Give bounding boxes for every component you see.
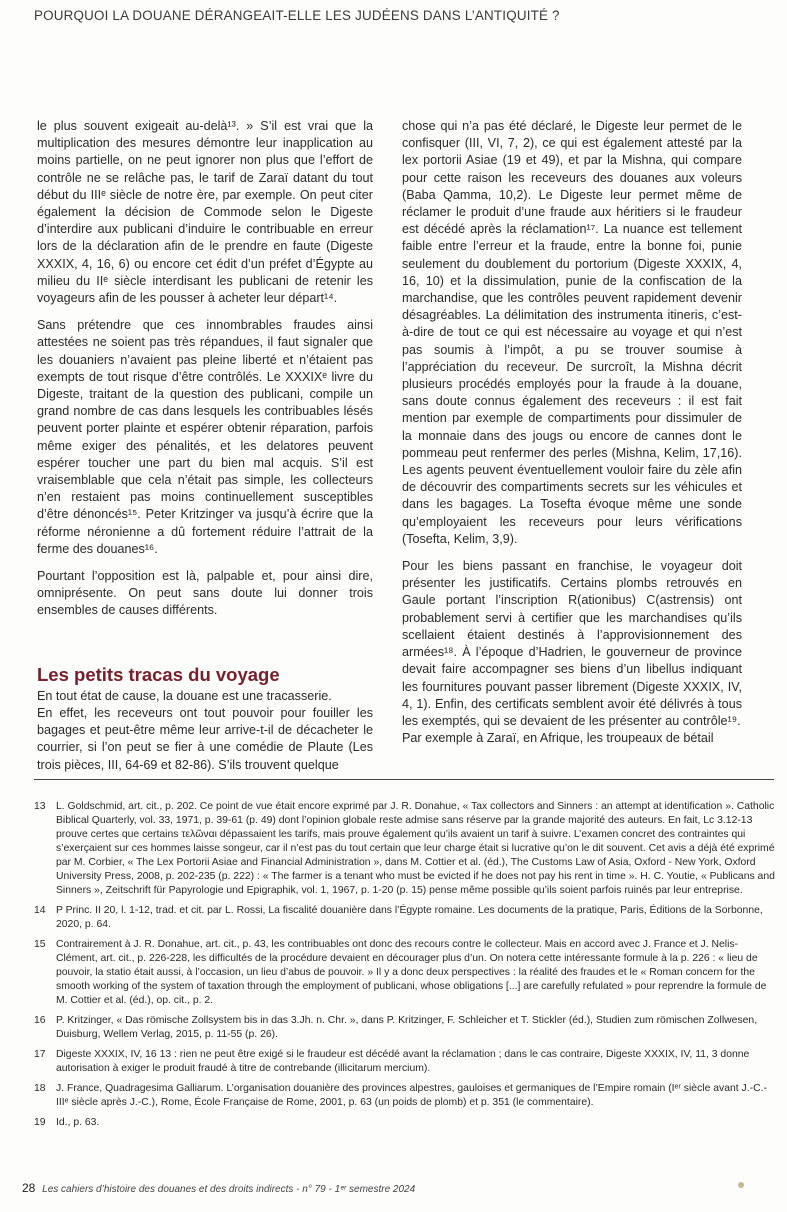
footnote bbox=[34, 1082, 779, 1110]
page-footer bbox=[22, 1181, 415, 1195]
body-paragraph: Sans prétendre que ces innombrables fraudes ainsi attestées ne soient pas très répandues, il faut signaler que les douaniers n’avaient pas pleine liberté et n’étaient pas exempts de tout risque d’être contrôlés. Le XXXIXᵉ livre du Digeste, traitant de la question des publicani, compile un grand nombre de cas dans lesquels les contribuables lésés peuvent porter plainte et espérer obtenir réparation, parfois même exiger des pénalités, et les delatores peuvent espérer toucher une part du bien mal acquis. S’il est vraisemblable que cela n’était pas simple, les collecteurs n’en restaient pas moins continuellement susceptibles d’être dénoncés¹⁵. Peter Kritzinger va jusqu’à écrire que la réforme néronienne a dû fortement réduire l’attrait de la ferme des douanes¹⁶. bbox=[37, 318, 373, 556]
footnote bbox=[34, 904, 779, 932]
body-paragraph: chose qui n’a pas été déclaré, le Digeste leur permet de le confisquer (III, VI, 7, 2), ce qui est également attesté par la lex portorii Asiae (19 et 49), et par la Mishna, qui compare pour cette raison les receveurs des douanes aux voleurs (Baba Qamma, 10,2). Le Digeste leur permet même de réclamer le produit d’une fraude aux héritiers si le fraudeur est décédé après la réclamation¹⁷. La nuance est tellement faible entre l’erreur et la fraude, entre la bonne foi, punie seulement du doublement du portorium (Digeste XXXIX, 4, 16, 10) et la dissimulation, punie de la confiscation de la marchandise, que les contrôles peuvent rapidement devenir désagréables. La délimitation des instrumenta itineris, c’est-à-dire de tout ce qui est nécessaire au voyage et qui n’est pas soumis à l’impôt, a pu se trouver soumise à l’appréciation du receveur. De surcroît, la Mishna décrit plusieurs procédés employés pour la fraude à la douane, sans doute connus également des receveurs : il est fait mention par exemple de compartiments pour dissimuler de la monnaie dans des jougs ou encore de cannes dont le pommeau peut renfermer des perles (Mishna, Kelim, 17,16). Les agents peuvent éventuellement vouloir faire du zèle afin de découvrir des compartiments secrets sur les véhicules et dans les bagages. La Tosefta évoque même une sonde qu’employaient les receveurs pour leurs vérifications (Tosefta, Kelim, 3,9). bbox=[402, 119, 742, 546]
footnote-text: L. Goldschmid, art. cit., p. 202. Ce point de vue était encore exprimé par J. R. Donahue, « Tax collectors and Sinners : an attempt at identification ». Catholic Biblical Quarterly, vol. 33, 1971, p. 39-61 (p. 49) dont l’opinion globale reste admise sans réserve par la grande majorité des auteurs. En fait, Lc 3.12-13 prouve certes que certains τελῶναι dépassaient les tarifs, mais prouve également qu’ils avaient un tarif à suivre. L’examen concret des contraintes qui s’exerçaient sur ces hommes laisse songeur, car il n’est pas du tout certain que leur charge était si lucrative qu’on le dit souvent. Cet avis a déjà été exprimé par M. Corbier, « The Lex Portorii Asiae and Financial Administration », dans M. Cottier et al. (éd.), The Customs Law of Asia, Oxford - New York, Oxford University Press, 2008, p. 202-235 (p. 222) : « The farmer is a tenant who must be evicted if he does not pay his rent in time ». H. C. Youtie, « Publicans and Sinners », Zeitschrift für Papyrologie und Epigraphik, vol. 1, 1967, p. 1-20 (p. 15) pense même possible qu’ils soient parfois ruinés par leur entreprise. bbox=[56, 801, 775, 896]
body-paragraph: le plus souvent exigeait au-delà¹³. » S’il est vrai que la multiplication des mesures démontre leur inapplication au moins partielle, on ne peut ignorer non plus que l’effort de contrôle ne se relâche pas, le tarif de Zaraï datant du tout début du IIIᵉ siècle de notre ère, par exemple. On peut citer également la décision de Commode selon le Digeste d’interdire aux publicani d’induire le contribuable en erreur lors de la déclaration afin de le prendre en faute (Digeste XXXIX, 4, 16, 6) ou encore cet édit d’un préfet d’Égypte au milieu du IIᵉ siècle interdisant les publicani de retenir les voyageurs afin de les pousser à acheter leur départ¹⁴. bbox=[37, 119, 373, 306]
footnote-text: Contrairement à J. R. Donahue, art. cit., p. 43, les contribuables ont donc des recours contre le collecteur. Mais en accord avec J. France et J. Nelis-Clément, art. cit., p. 226-228, les difficultés de la procédure devaient en décourager plus d’un. On notera cette intéressante formule à la p. 226 : « lieu de pouvoir, la statio était aussi, à l’occasion, un lieu d’abus de pouvoir. » Il y a donc deux perspectives : la réalité des fraudes et le « Roman concern for the smooth working of the system of taxation through the employment of publicani, whose obligations [...] are carefully refulated » pour reprendre la formule de M. Cottier et al. (éd.), op. cit., p. 2. bbox=[56, 939, 767, 1006]
footnote bbox=[34, 1048, 779, 1076]
footnote bbox=[34, 1014, 779, 1042]
body-paragraph: Pour les biens passant en franchise, le voyageur doit présenter les justificatifs. Certains plombs retrouvés en Gaule portant l’inscription R(ationibus) C(astrensis) ont probablement servi à certifier que les marchandises qu’ils scellaient étaient destinés à l’approvisionnement des armées¹⁸. À l’époque d’Hadrien, le gouverneur de province devait faire accompagner ses biens d’un libellus indiquant les fournitures pouvant passer librement (Digeste XXXIX, IV, 4, 1). Enfin, des certificats semblent avoir été délivrés à tous les exemptés, qui se devaient de les présenter au contrôle¹⁹. bbox=[402, 559, 742, 728]
footnote-text: Id., p. 63. bbox=[56, 1117, 100, 1128]
footnote-text: P. Kritzinger, « Das römische Zollsystem bis in das 3.Jh. n. Chr. », dans P. Kritzinger, F. Schleicher et T. Stickler (éd.), Studien zum römischen Zollwesen, Duisburg, Wellem Verlag, 2015, p. 11-55 (p. 26). bbox=[56, 1015, 758, 1040]
footnote-number: 15 bbox=[34, 939, 46, 950]
body-paragraph: Par exemple à Zaraï, en Afrique, les troupeaux de bétail bbox=[402, 731, 714, 746]
footnote-number: 14 bbox=[34, 905, 46, 916]
footnote-divider bbox=[34, 779, 774, 780]
left-column bbox=[37, 118, 373, 784]
footnote-text: Digeste XXXIX, IV, 16 13 : rien ne peut être exigé si le fraudeur est décédé avant la réclamation ; dans le cas contraire, Digeste XXXIX, IV, 11, 3 donne autorisation à exiger le produit fraudé à titre de contrebande (illicitarum mercium). bbox=[56, 1049, 750, 1074]
footnote-text: J. France, Quadragesima Galliarum. L’organisation douanière des provinces alpestres, gauloises et germaniques de l’Empire romain (Iᵉʳ siècle avant J.-C.-IIIᵉ siècle après J.-C.), Rome, École Française de Rome, 2001, p. 63 (un poids de plomb) et p. 351 (le commentaire). bbox=[56, 1083, 767, 1108]
footnote-text: P Princ. II 20, l. 1-12, trad. et cit. par L. Rossi, La fiscalité douanière dans l’Égypte romaine. Les documents de la pratique, Paris, Éditions de la Sorbonne, 2020, p. 64. bbox=[56, 905, 763, 930]
footnote-number: 19 bbox=[34, 1117, 46, 1128]
footnote bbox=[34, 938, 779, 1008]
page-number: 28 bbox=[22, 1181, 36, 1195]
footnote-number: 17 bbox=[34, 1049, 46, 1060]
footnotes bbox=[34, 800, 779, 1136]
footnote bbox=[34, 800, 779, 898]
footnote-number: 16 bbox=[34, 1015, 46, 1026]
footnote bbox=[34, 1116, 779, 1130]
corner-dot-icon bbox=[738, 1182, 744, 1188]
journal-title: Les cahiers d’histoire des douanes et des droits indirects - n° 79 - 1ᵉʳ semestre 2024 bbox=[42, 1184, 416, 1195]
footnote-number: 18 bbox=[34, 1083, 46, 1094]
footnote-number: 13 bbox=[34, 801, 46, 812]
body-paragraph: En tout état de cause, la douane est une tracasserie. bbox=[37, 688, 332, 703]
right-column bbox=[402, 118, 742, 757]
section-heading: Les petits tracas du voyage bbox=[37, 663, 280, 685]
running-title: POURQUOI LA DOUANE DÉRANGEAIT-ELLE LES JUDÉENS DANS L’ANTIQUITÉ ? bbox=[34, 8, 560, 23]
body-paragraph: Pourtant l’opposition est là, palpable et, pour ainsi dire, omniprésente. On peut sans doute lui donner trois ensembles de causes différents. bbox=[37, 569, 373, 618]
body-paragraph: En effet, les receveurs ont tout pouvoir pour fouiller les bagages et peut-être même leur arrive-t-il de décacheter le courrier, si l’on peut se fier à une comédie de Plaute (Les trois pièces, III, 64-69 et 82-86). S’ils trouvent quelque bbox=[37, 705, 373, 772]
